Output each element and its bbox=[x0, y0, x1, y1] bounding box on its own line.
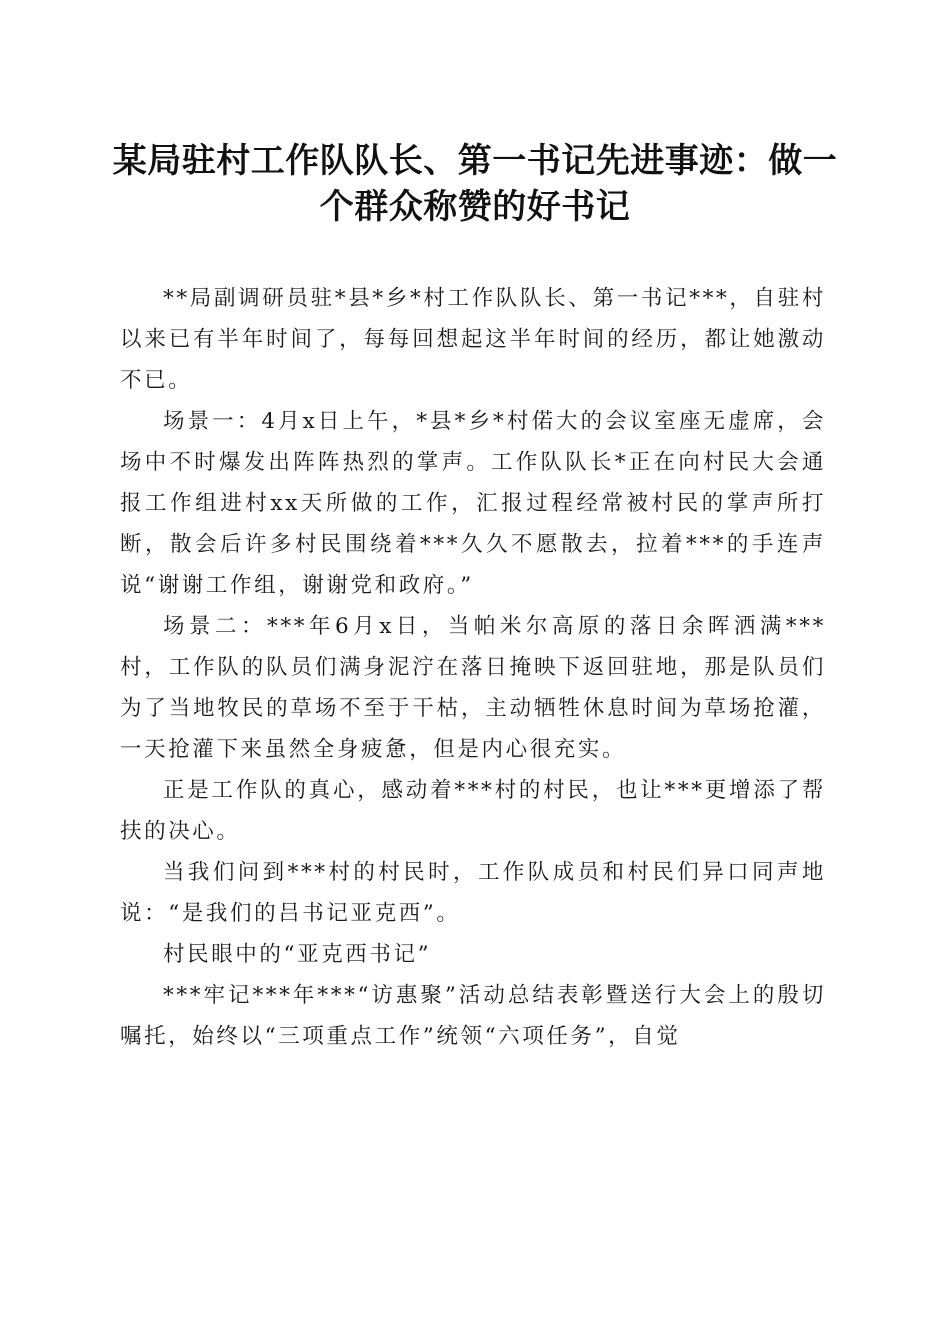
document-body bbox=[120, 278, 826, 1057]
paragraph: 当我们问到***村的村民时，工作队成员和村民们异口同声地说：“是我们的吕书记亚克西”。 bbox=[120, 860, 826, 926]
paragraph: 场景一：4月x日上午，*县*乡*村偌大的会议室座无虚席，会场中不时爆发出阵阵热烈的掌声。工作队队长*正在向村民大会通报工作组进村xx天所做的工作，汇报过程经常被村民的掌声所打断，散会后许多村民围绕着***久久不愿散去，拉着***的手连声说“谢谢工作组，谢谢党和政府。” bbox=[120, 409, 826, 598]
paragraph: ***牢记***年***“访惠聚”活动总结表彰暨送行大会上的殷切嘱托，始终以“三项重点工作”统领“六项任务”，自觉 bbox=[120, 983, 826, 1049]
paragraph: 正是工作队的真心，感动着***村的村民，也让***更增添了帮扶的决心。 bbox=[120, 778, 826, 844]
document-title: 某局驻村工作队队长、第一书记先进事迹：做一个群众称赞的好书记 bbox=[112, 141, 838, 227]
paragraph: **局副调研员驻*县*乡*村工作队队长、第一书记***，自驻村以来已有半年时间了，每每回想起这半年时间的经历，都让她激动不已。 bbox=[120, 286, 826, 393]
paragraph: 场景二：***年6月x日，当帕米尔高原的落日余晖洒满***村，工作队的队员们满身泥泞在落日掩映下返回驻地，那是队员们为了当地牧民的草场不至于干枯，主动牺牲休息时间为草场抢灌，一天抢灌下来虽然全身疲惫，但是内心很充实。 bbox=[120, 614, 826, 762]
section-heading: 村民眼中的“亚克西书记” bbox=[163, 942, 432, 967]
